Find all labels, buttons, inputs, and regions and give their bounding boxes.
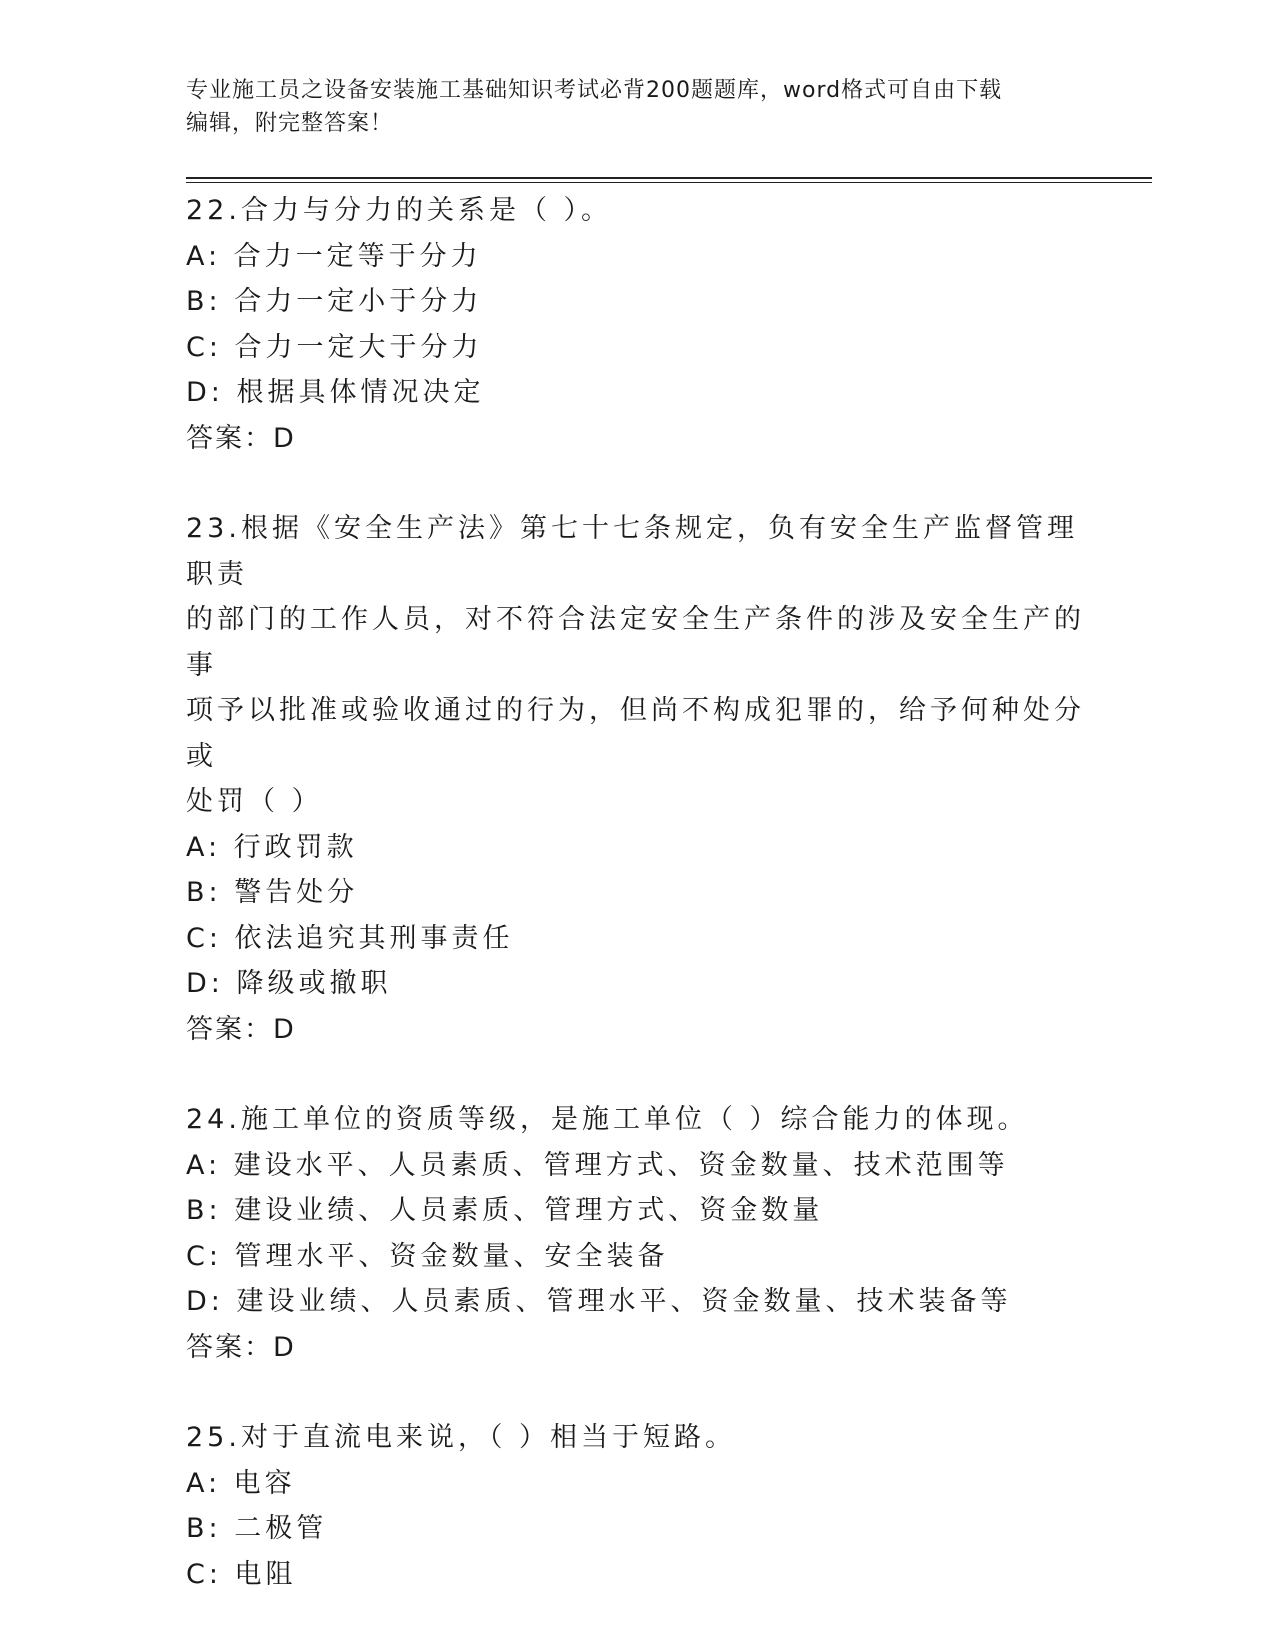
answer — [186, 416, 1086, 462]
question-stem-line-4: 处罚（ ） — [186, 786, 323, 817]
question-25 — [186, 1415, 1086, 1597]
option-d: D: 根据具体情况决定 — [186, 377, 485, 408]
option-b: B: 二极管 — [186, 1513, 328, 1544]
option-b: B: 合力一定小于分力 — [186, 286, 483, 317]
question-stem: 25.对于直流电来说，（ ）相当于短路。 — [186, 1422, 737, 1453]
option-a: A: 行政罚款 — [186, 831, 358, 863]
question-stem-line-1: 23.根据《安全生产法》第七十七条规定，负有安全生产监督管理职责 — [186, 513, 1078, 590]
option-b: B: 建设业绩、人员素质、管理方式、资金数量 — [186, 1195, 824, 1226]
option-a: A: 电容 — [186, 1467, 296, 1499]
option-a: A: 建设水平、人员素质、管理方式、资金数量、技术范围等 — [186, 1149, 1009, 1181]
answer-value: D — [273, 1013, 295, 1045]
question-stem-line-3: 项予以批准或验收通过的行为，但尚不构成犯罪的，给予何种处分或 — [186, 695, 1085, 772]
answer-label: 答案： — [186, 1013, 273, 1045]
question-stem: 24.施工单位的资质等级，是施工单位（ ）综合能力的体现。 — [186, 1104, 1029, 1135]
question-22 — [186, 188, 1086, 461]
option-c: C: 依法追究其刑事责任 — [186, 922, 514, 954]
option-d: D: 建设业绩、人员素质、管理水平、资金数量、技术装备等 — [186, 1286, 1012, 1317]
header-title-line-2: 编辑，附完整答案！ — [186, 111, 394, 136]
question-23 — [186, 506, 1086, 1052]
answer-value: D — [273, 1331, 295, 1363]
option-a: A: 合力一定等于分力 — [186, 240, 482, 272]
question-list — [186, 188, 1086, 1642]
answer-label: 答案： — [186, 1331, 273, 1363]
header-title-line-1: 专业施工员之设备安装施工基础知识考试必背200题题库，word格式可自由下载 — [186, 78, 1003, 103]
question-24 — [186, 1097, 1086, 1370]
answer — [186, 1325, 1086, 1371]
option-d: D: 降级或撤职 — [186, 968, 392, 999]
option-c: C: 管理水平、资金数量、安全装备 — [186, 1240, 669, 1272]
option-c: C: 电阻 — [186, 1558, 297, 1590]
answer-label: 答案： — [186, 422, 273, 454]
header-divider-thick — [186, 177, 1152, 179]
question-stem: 22.合力与分力的关系是（ ）。 — [186, 195, 613, 226]
document-header — [186, 74, 1086, 140]
answer — [186, 1007, 1086, 1053]
answer-value: D — [273, 422, 295, 454]
option-b: B: 警告处分 — [186, 877, 359, 908]
question-stem-line-2: 的部门的工作人员，对不符合法定安全生产条件的涉及安全生产的事 — [186, 604, 1085, 681]
header-divider-thin — [186, 182, 1152, 183]
option-c: C: 合力一定大于分力 — [186, 331, 483, 363]
